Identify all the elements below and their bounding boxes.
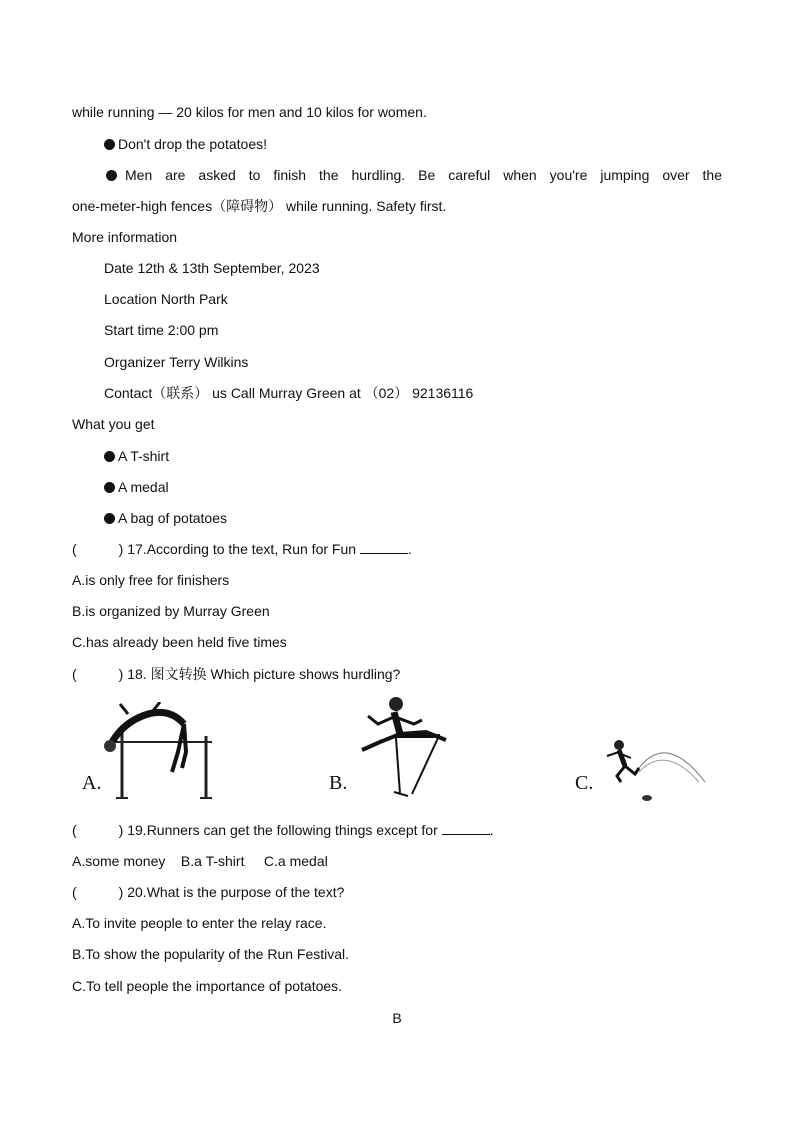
answer-close-paren: ) (118, 822, 124, 838)
answer-open-paren: ( (72, 822, 77, 838)
question-end: . (407, 541, 412, 557)
info-date: Date 12th & 13th September, 2023 (104, 260, 320, 276)
question-end: . (489, 822, 494, 838)
info-organizer: Organizer Terry Wilkins (104, 354, 249, 370)
bullet-icon (106, 170, 117, 181)
option-c: C.has already been held five times (72, 634, 287, 650)
list-item (104, 447, 169, 465)
info-contact: Contact（联系） us Call Murray Green at （02） 92136116 (104, 385, 474, 401)
answer-open-paren: ( (72, 541, 77, 557)
rule-text: Men are asked to finish the hurdling. Be careful when you're jumping over the (125, 167, 722, 183)
section-heading: More information (72, 229, 178, 245)
question-stem: 20.What is the purpose of the text? (127, 884, 345, 900)
high-jump-picture (100, 702, 220, 802)
answer-open-paren: ( (72, 884, 77, 900)
option-c: C.To tell people the importance of potatoes. (72, 978, 343, 994)
info-location: Location North Park (104, 291, 228, 307)
long-jump-picture (595, 738, 710, 806)
rule-item (104, 135, 267, 153)
bullet-icon (104, 513, 115, 524)
list-item-text: A T-shirt (118, 448, 170, 464)
text-line: while running — 20 kilos for men and 10 kilos for women. (72, 104, 427, 120)
bullet-icon (104, 482, 115, 493)
option-a: A.is only free for finishers (72, 572, 230, 588)
answer-open-paren: ( (72, 666, 77, 682)
question-19 (72, 821, 494, 839)
question-18 (72, 665, 400, 683)
hurdling-picture (350, 694, 455, 804)
list-item-text: A medal (118, 479, 169, 495)
section-marker: B (392, 1010, 402, 1026)
section-heading: What you get (72, 416, 155, 432)
rule-text: Don't drop the potatoes! (118, 136, 267, 152)
list-item (104, 509, 227, 527)
bullet-icon (104, 451, 115, 462)
picture-b-label: B. (329, 772, 348, 794)
list-item (104, 478, 169, 496)
text-line: one-meter-high fences（障碍物） while running. Safety first. (72, 198, 447, 214)
option-b: B.To show the popularity of the Run Festival. (72, 946, 350, 962)
question-stem: 17.According to the text, Run for Fun (127, 541, 357, 557)
bullet-icon (104, 139, 115, 150)
question-stem: 19.Runners can get the following things except for (127, 822, 438, 838)
option-a: A.To invite people to enter the relay race. (72, 915, 327, 931)
info-start-time: Start time 2:00 pm (104, 322, 219, 338)
rule-item (72, 166, 722, 184)
picture-a-label: A. (82, 772, 102, 794)
answer-close-paren: ) (118, 666, 124, 682)
picture-c-label: C. (575, 772, 594, 794)
fill-blank[interactable] (442, 822, 490, 835)
options-line: A.some money B.a T-shirt C.a medal (72, 853, 328, 869)
answer-close-paren: ) (118, 541, 124, 557)
question-stem: 18. 图文转换 Which picture shows hurdling? (127, 666, 401, 682)
list-item-text: A bag of potatoes (118, 510, 227, 526)
question-17 (72, 540, 412, 558)
question-20 (72, 883, 344, 901)
answer-close-paren: ) (118, 884, 124, 900)
fill-blank[interactable] (360, 541, 408, 554)
option-b: B.is organized by Murray Green (72, 603, 270, 619)
